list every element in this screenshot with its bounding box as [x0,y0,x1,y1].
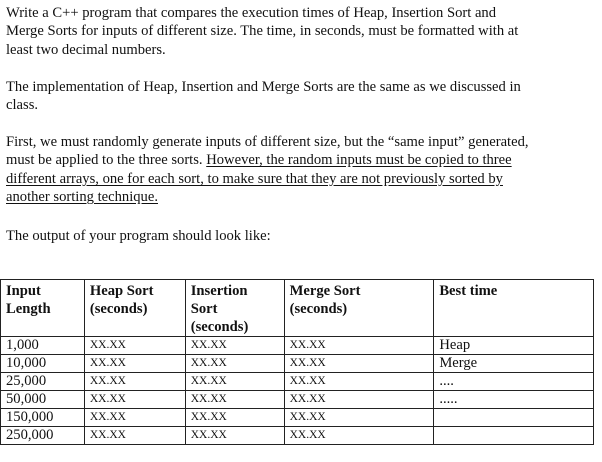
cell-insertion-time: XX.XX [185,373,284,391]
random-input-underlined-line: different arrays, one for each sort, to make sure that they are not previously sorted by [6,170,503,187]
random-input-paragraph [6,133,592,207]
header-line: Input [6,283,41,299]
cell-heap-time: XX.XX [84,355,185,373]
intro-line: least two decimal numbers. [6,41,166,58]
output-intro-paragraph: The output of your program should look like: [6,228,271,244]
header-heap-sort [84,280,185,337]
cell-heap-time: XX.XX [84,373,185,391]
header-best-time [434,280,594,337]
cell-input-length: 1,000 [1,337,85,355]
implementation-line: class. [6,97,39,114]
implementation-paragraph [6,78,592,115]
header-line: Merge Sort [289,283,361,299]
cell-heap-time: XX.XX [84,391,185,409]
header-line: (seconds) [289,301,348,317]
cell-insertion-time: XX.XX [185,355,284,373]
table-body [1,337,594,445]
random-input-line: First, we must randomly generate inputs of different size, but the “same input” generated, [6,134,529,150]
intro-line: Write a C++ program that compares the execution times of Heap, Insertion Sort and [6,5,497,21]
intro-paragraph [6,4,592,59]
header-insertion-sort [185,280,284,337]
random-input-plain-text: must be applied to the three sorts. [6,152,207,169]
implementation-line: The implementation of Heap, Insertion and Merge Sorts are the same as we discussed in [6,79,521,95]
cell-merge-time: XX.XX [284,355,434,373]
random-input-underlined-line: another sorting technique. [6,189,158,206]
header-input-length [1,280,85,337]
table-header-row [1,280,594,337]
cell-insertion-time: XX.XX [185,337,284,355]
cell-merge-time: XX.XX [284,337,434,355]
table-row [1,355,594,373]
cell-insertion-time: XX.XX [185,409,284,427]
header-line: Length [6,301,51,317]
table-row [1,337,594,355]
sort-timing-table [0,279,594,445]
cell-insertion-time: XX.XX [185,427,284,445]
cell-best-time [434,409,594,427]
random-input-underlined-text: However, the random inputs must be copied to three [206,152,512,169]
cell-merge-time: XX.XX [284,409,434,427]
header-line: Heap Sort [89,283,154,299]
cell-best-time [434,427,594,445]
header-line: (seconds) [190,319,249,335]
cell-best-time: .... [434,373,594,391]
header-line: Best time [439,283,498,299]
random-input-line [6,151,592,169]
cell-input-length: 25,000 [1,373,85,391]
table-row [1,373,594,391]
intro-line: Merge Sorts for inputs of different size. The time, in seconds, must be formatted with at [6,23,519,40]
table-row [1,391,594,409]
cell-heap-time: XX.XX [84,409,185,427]
cell-merge-time: XX.XX [284,373,434,391]
cell-heap-time: XX.XX [84,337,185,355]
cell-insertion-time: XX.XX [185,391,284,409]
cell-merge-time: XX.XX [284,427,434,445]
header-merge-sort [284,280,434,337]
table-row [1,427,594,445]
cell-best-time: ..... [434,391,594,409]
cell-heap-time: XX.XX [84,427,185,445]
cell-input-length: 150,000 [1,409,85,427]
cell-input-length: 10,000 [1,355,85,373]
cell-best-time: Merge [434,355,594,373]
cell-merge-time: XX.XX [284,391,434,409]
cell-input-length: 250,000 [1,427,85,445]
cell-best-time: Heap [434,337,594,355]
table-row [1,409,594,427]
cell-input-length: 50,000 [1,391,85,409]
header-line: Sort [190,301,218,317]
header-line: Insertion [190,283,248,299]
header-line: (seconds) [89,301,148,317]
